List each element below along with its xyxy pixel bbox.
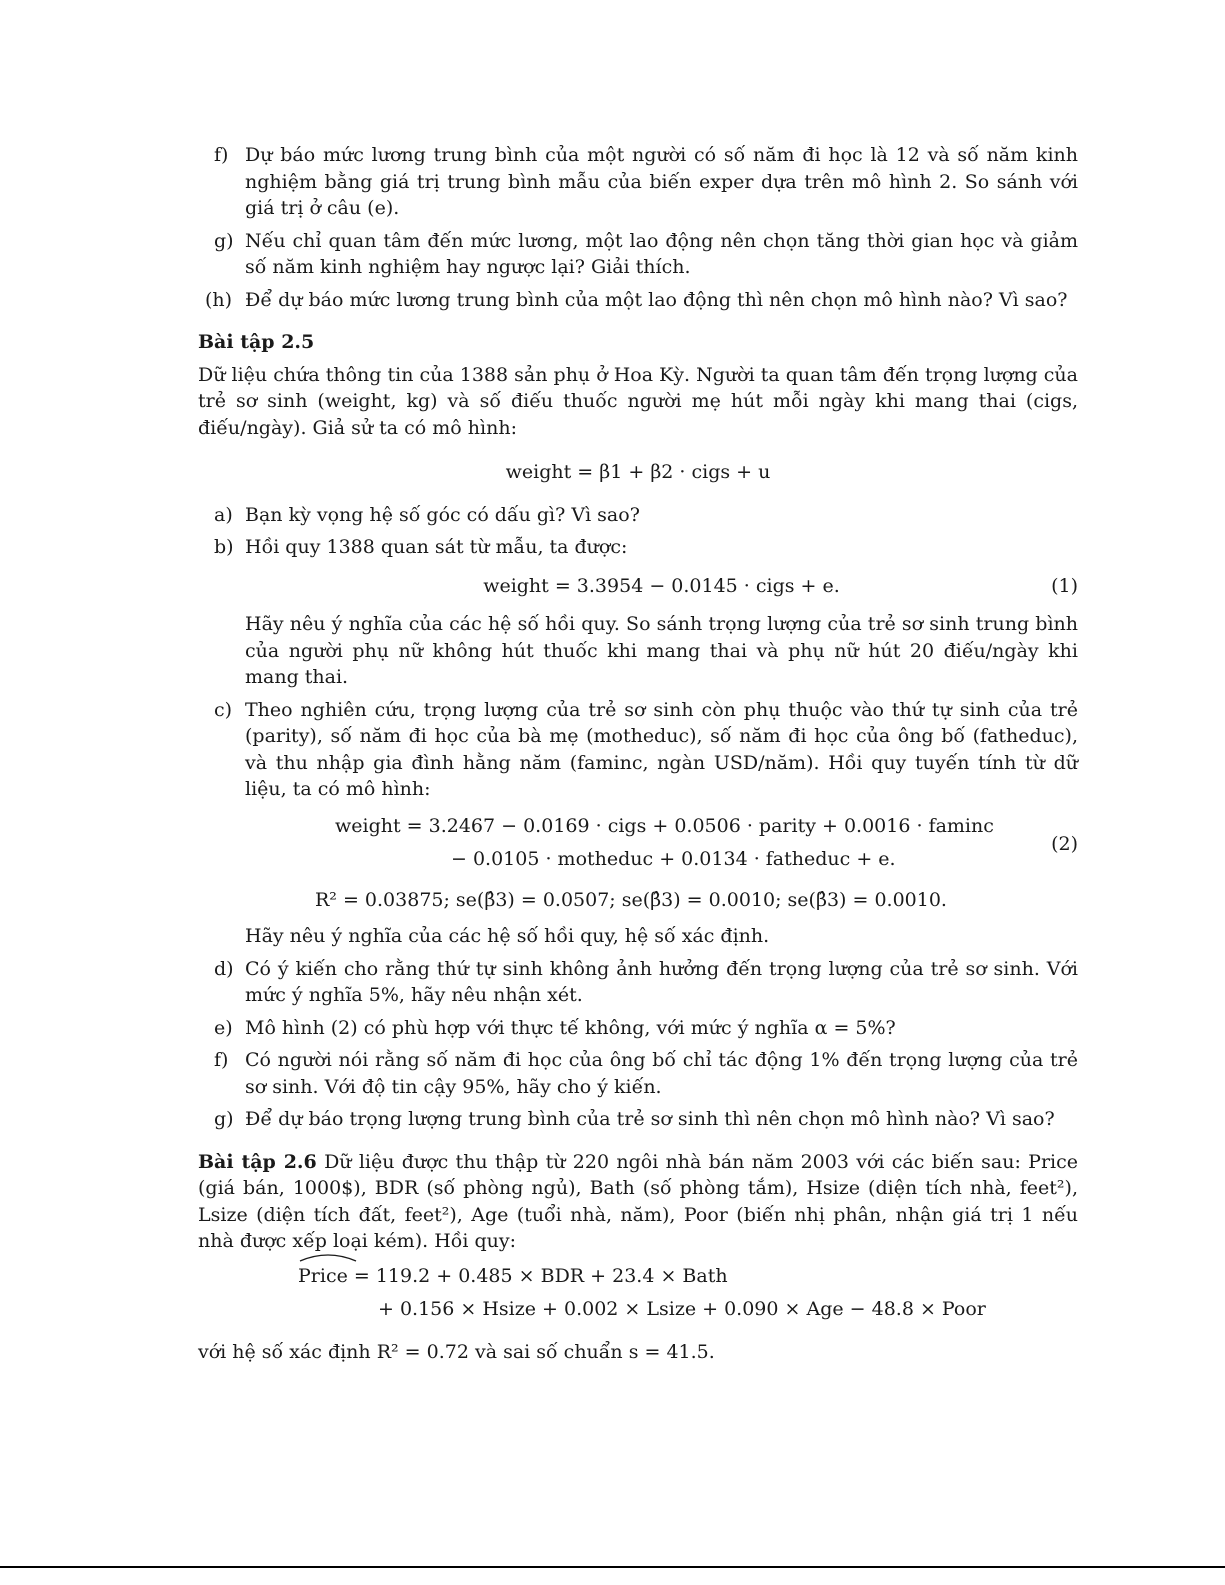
item-text: Có ý kiến cho rằng thứ tự sinh không ảnh hưởng đến trọng lượng của trẻ sơ sinh. Với mức ý nghĩa 5%, hãy nêu nhận xét. bbox=[245, 957, 1078, 1006]
equation-number: (1) bbox=[1051, 574, 1078, 597]
item-text-continued: Hãy nêu ý nghĩa của các hệ số hồi quy, hệ số xác định. bbox=[245, 925, 770, 947]
exercise-intro bbox=[198, 1149, 1078, 1255]
equation-number: (2) bbox=[1051, 832, 1078, 855]
list-item-f bbox=[198, 1047, 1078, 1100]
item-label: g) bbox=[214, 1108, 234, 1130]
exercise-intro: Dữ liệu chứa thông tin của 1388 sản phụ ở Hoa Kỳ. Người ta quan tâm đến trọng lượng của trẻ sơ sinh (weight, kg) và số điếu thuốc người mẹ hút mỗi ngày khi mang thai (cigs, điếu/ngày). Giả sử ta có mô hình: bbox=[198, 363, 1078, 439]
list-item-c bbox=[198, 697, 1078, 950]
equation-2-line-2: − 0.0105 · motheduc + 0.0134 · fatheduc + e. bbox=[451, 847, 896, 870]
item-label: e) bbox=[214, 1016, 233, 1039]
list-item-d bbox=[198, 956, 1078, 1009]
wide-hat-arc bbox=[298, 1251, 358, 1263]
item-text: Nếu chỉ quan tâm đến mức lương, một lao động nên chọn tăng thời gian học và giảm số năm kinh nghiệm hay ngược lại? Giải thích. bbox=[245, 229, 1078, 278]
item-label: c) bbox=[214, 698, 233, 721]
item-text: Để dự báo trọng lượng trung bình của trẻ sơ sinh thì nên chọn mô hình nào? Vì sao? bbox=[245, 1108, 1055, 1130]
item-label: f) bbox=[214, 1049, 229, 1071]
equation-1 bbox=[245, 573, 1078, 600]
exercise-2-5 bbox=[198, 329, 1078, 1133]
price-equation-line-1 bbox=[298, 1263, 728, 1290]
price-equation-line-1-text: Price = 119.2 + 0.485 × BDR + 23.4 × Bath bbox=[298, 1264, 728, 1287]
item-text: Dự báo mức lương trung bình của một người có số năm đi học là 12 và số năm kinh nghiệm bằng giá trị trung bình mẫu của biến exper dựa trên mô hình 2. So sánh với giá trị ở câu (e). bbox=[245, 144, 1078, 219]
price-equation bbox=[198, 1263, 1078, 1331]
document-page bbox=[198, 142, 1078, 1371]
page-bottom-rule bbox=[0, 1566, 1225, 1568]
closing-text: với hệ số xác định R² = 0.72 và sai số chuẩn s = 41.5. bbox=[198, 1340, 715, 1363]
item-text: Theo nghiên cứu, trọng lượng của trẻ sơ sinh còn phụ thuộc vào thứ tự sinh của trẻ (parity), số năm đi học của bà mẹ (motheduc), số năm đi học của ông bố (fatheduc), và thu nhập gia đình hằng năm (faminc, ngàn USD/năm). Hồi quy tuyến tính từ dữ liệu, ta có mô hình: bbox=[245, 698, 1078, 800]
equation-1-body: weight = 3.3954 − 0.0145 · cigs + e. bbox=[483, 574, 840, 597]
item-label: g) bbox=[214, 229, 234, 252]
exercise-heading: Bài tập 2.5 bbox=[198, 331, 315, 353]
item-label: d) bbox=[214, 957, 234, 980]
price-equation-line-2: + 0.156 × Hsize + 0.002 × Lsize + 0.090 × Age − 48.8 × Poor bbox=[378, 1297, 986, 1320]
item-text: Mô hình (2) có phù hợp với thực tế không, với mức ý nghĩa α = 5%? bbox=[245, 1016, 896, 1039]
item-label: b) bbox=[214, 536, 234, 558]
list-item-e bbox=[198, 1015, 1078, 1042]
item-label: (h) bbox=[205, 288, 233, 311]
exercise-heading: Bài tập 2.6 bbox=[198, 1150, 317, 1173]
list-item-a bbox=[198, 502, 1078, 529]
item-label: a) bbox=[214, 503, 233, 526]
item-text: Hồi quy 1388 quan sát từ mẫu, ta được: bbox=[245, 536, 628, 558]
list-item-b bbox=[198, 534, 1078, 691]
list-item-f-top bbox=[198, 142, 1078, 222]
model-equation: weight = β1 + β2 · cigs + u bbox=[505, 461, 771, 483]
standard-errors-line: R² = 0.03875; se(β̂3) = 0.0507; se(β̂3) = 0.0010; se(β̂3) = 0.0010. bbox=[315, 888, 947, 911]
equation-2 bbox=[245, 813, 1078, 881]
list-item-g bbox=[198, 1106, 1078, 1133]
item-text-continued: Hãy nêu ý nghĩa của các hệ số hồi quy. So sánh trọng lượng của trẻ sơ sinh trung bình của người phụ nữ không hút thuốc khi mang thai và phụ nữ hút 20 điếu/ngày khi mang thai. bbox=[245, 613, 1078, 688]
item-text: Bạn kỳ vọng hệ số góc có dấu gì? Vì sao? bbox=[245, 503, 640, 526]
list-item-h-top bbox=[198, 287, 1078, 314]
exercise-2-6 bbox=[198, 1149, 1078, 1366]
item-text: Để dự báo mức lương trung bình của một lao động thì nên chọn mô hình nào? Vì sao? bbox=[245, 288, 1068, 311]
list-item-g-top bbox=[198, 228, 1078, 281]
item-label: f) bbox=[214, 144, 229, 166]
equation-2-line-1: weight = 3.2467 − 0.0169 · cigs + 0.0506 · parity + 0.0016 · faminc bbox=[335, 814, 994, 837]
item-text: Có người nói rằng số năm đi học của ông bố chỉ tác động 1% đến trọng lượng của trẻ sơ sinh. Với độ tin cậy 95%, hãy cho ý kiến. bbox=[245, 1049, 1078, 1098]
exercise-intro-text: Dữ liệu được thu thập từ 220 ngôi nhà bán năm 2003 với các biến sau: Price (giá bán, 1000$), BDR (số phòng ngủ), Bath (số phòng tắm), Hsize (diện tích nhà, feet²), Lsize (diện tích đất, feet²), Age (tuổi nhà, năm), Poor (biến nhị phân, nhận giá trị 1 nếu nhà được xếp loại kém). Hồi quy: bbox=[198, 1150, 1078, 1252]
